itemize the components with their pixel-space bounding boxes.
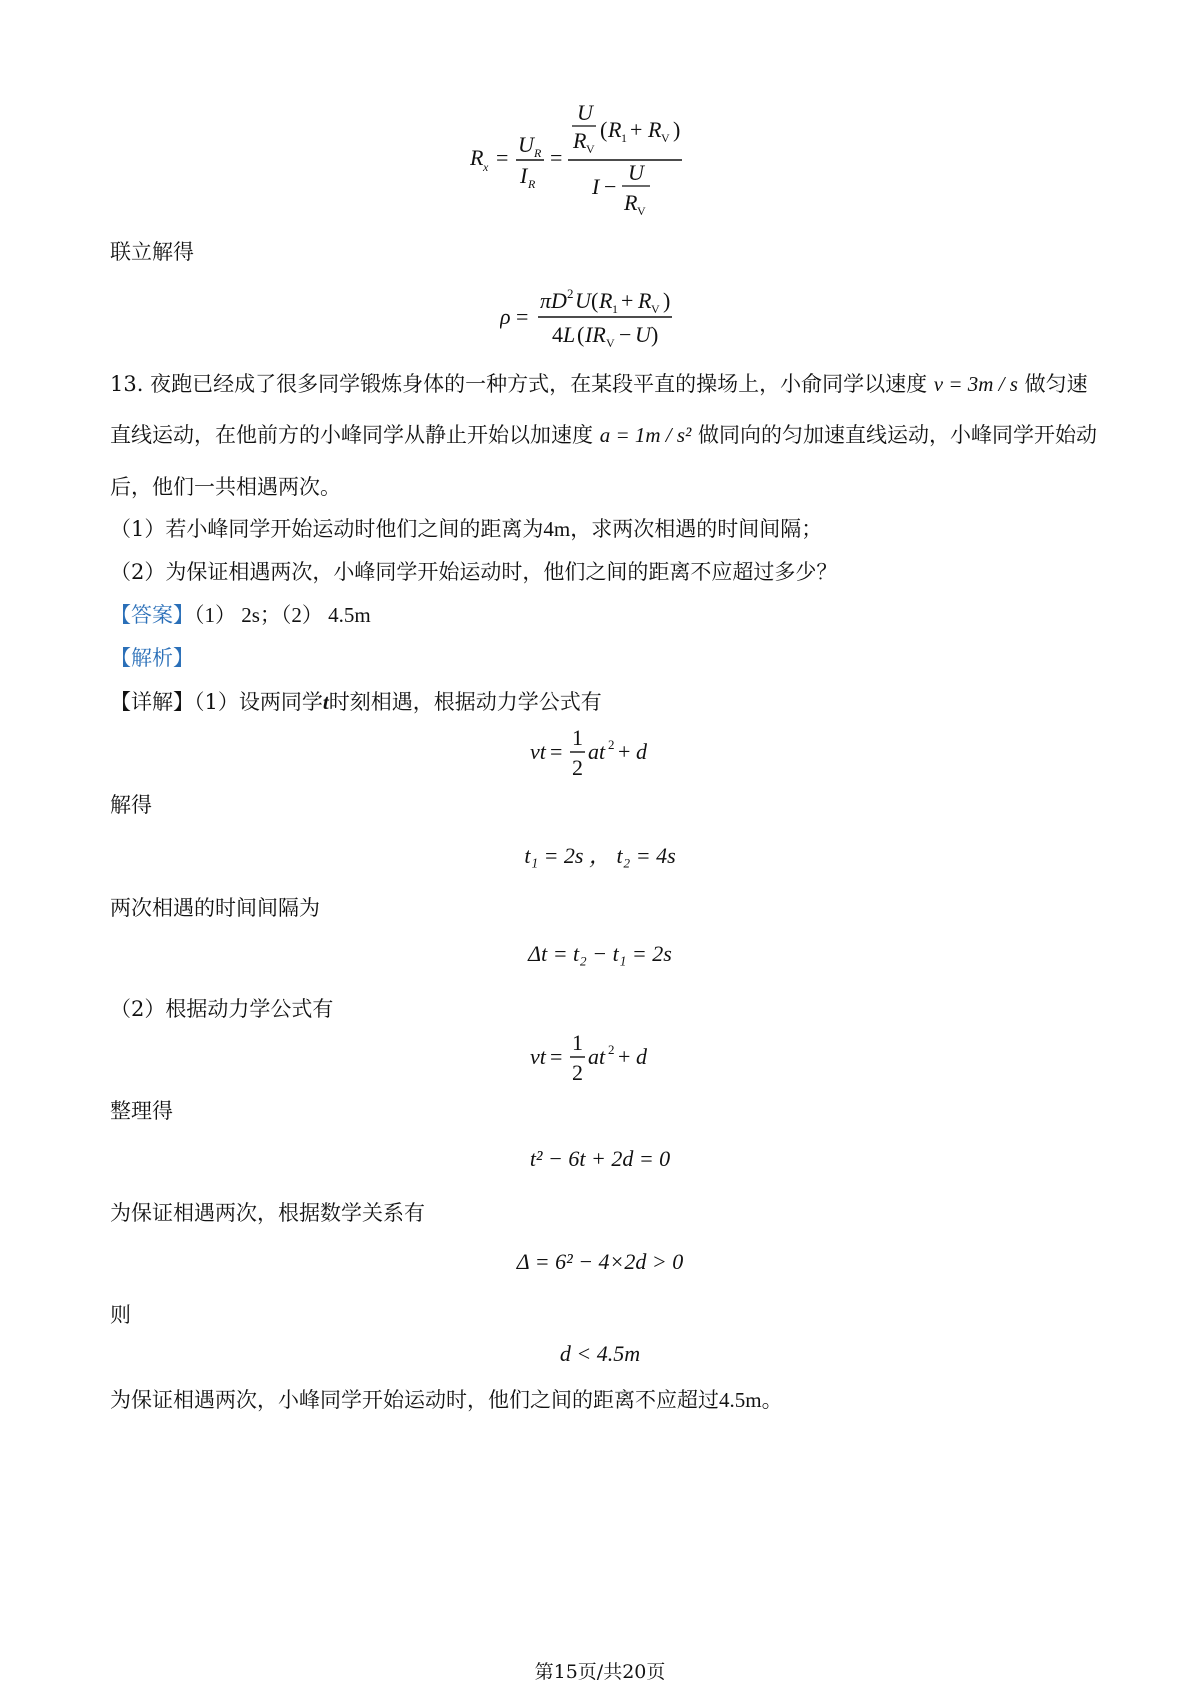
- answer-tag: 【答案】: [110, 603, 194, 627]
- svg-text:ρ: ρ: [500, 304, 511, 329]
- svg-text:2: 2: [608, 1042, 615, 1057]
- problem-13-line-2: [110, 420, 1097, 450]
- svg-text:2: 2: [572, 755, 583, 780]
- conclusion-end: 。: [761, 1388, 783, 1412]
- svg-text:d: d: [636, 739, 647, 764]
- svg-text:−: −: [619, 322, 632, 347]
- svg-text:R: R: [648, 117, 662, 142]
- svg-text:vt: vt: [530, 739, 546, 764]
- answer-line: [110, 600, 371, 630]
- rho-formula-svg: [500, 282, 700, 352]
- svg-text:R: R: [528, 177, 536, 191]
- detail-tag: 【详解】: [110, 690, 194, 714]
- question-1-text-end: ，求两次相遇的时间间隔；: [570, 517, 823, 541]
- svg-text:+: +: [621, 288, 634, 313]
- svg-text:R: R: [638, 288, 652, 313]
- detail-line: [110, 687, 602, 717]
- svg-text:U: U: [628, 160, 644, 185]
- resistance-equation: [0, 100, 1200, 220]
- svg-text:at: at: [588, 1044, 606, 1069]
- question-1-text: （1）若小峰同学开始运动时他们之间的距离为: [110, 517, 544, 541]
- svg-text:U: U: [635, 322, 651, 347]
- svg-text:R: R: [608, 117, 622, 142]
- svg-text:IR: IR: [585, 322, 606, 347]
- svg-text:−: −: [604, 174, 617, 199]
- interval-line: 两次相遇的时间间隔为: [110, 896, 320, 920]
- t-solution-equation: t₁ = 2s ， t₂ = 4s: [524, 843, 676, 868]
- svg-text:R: R: [534, 146, 542, 160]
- problem-13-text-2: 直线运动，在他前方的小峰同学从静止开始以加速度: [110, 423, 593, 447]
- then-line: 则: [110, 1303, 131, 1327]
- svg-text:1: 1: [621, 131, 627, 145]
- svg-text:=: =: [550, 145, 563, 170]
- svg-text:U: U: [575, 288, 591, 313]
- svg-text:2: 2: [608, 737, 615, 752]
- svg-text:V: V: [661, 131, 670, 145]
- svg-text:x: x: [483, 160, 489, 174]
- problem-13-text-1b: 做匀速: [1024, 372, 1088, 396]
- svg-text:U: U: [518, 132, 534, 157]
- velocity-value: v = 3m / s: [933, 372, 1018, 396]
- quadratic-equation: t² − 6t + 2d = 0: [529, 1146, 671, 1171]
- svg-text:1: 1: [572, 727, 583, 750]
- svg-text:U: U: [577, 100, 593, 125]
- resistance-formula-svg: [470, 100, 730, 220]
- svg-text:(: (: [591, 288, 599, 313]
- text-line-combine: 联立解得: [110, 240, 194, 264]
- arrange-line: 整理得: [110, 1099, 173, 1123]
- svg-text:πD: πD: [540, 288, 567, 313]
- svg-text:1: 1: [572, 1032, 583, 1055]
- conclusion-line: [110, 1385, 783, 1415]
- delta-t-equation: Δt = t₂ − t₁ = 2s: [528, 941, 672, 966]
- kinematics-formula-2-svg: [530, 1032, 670, 1087]
- analysis-line: [110, 643, 194, 673]
- svg-text:V: V: [637, 204, 646, 218]
- svg-text:=: =: [516, 304, 529, 329]
- problem-13-text-1: 13. 夜跑已经成了很多同学锻炼身体的一种方式，在某段平直的操场上，小俞同学以速度: [110, 372, 928, 396]
- question-2: （2）为保证相遇两次，小峰同学开始运动时，他们之间的距离不应超过多少？: [110, 560, 838, 584]
- svg-text:4: 4: [552, 322, 563, 347]
- problem-13-line-3: 后，他们一共相遇两次。: [110, 475, 341, 499]
- svg-text:I: I: [592, 174, 600, 199]
- svg-text:2: 2: [567, 286, 574, 301]
- answer-text: （1） 2s；（2） 4.5m: [194, 603, 371, 627]
- svg-text:vt: vt: [530, 1044, 546, 1069]
- svg-text:at: at: [588, 739, 606, 764]
- acceleration-value: a = 1m / s²: [599, 423, 692, 447]
- svg-text:=: =: [550, 1044, 563, 1069]
- svg-text:=: =: [550, 739, 563, 764]
- problem-13-text-2b: 做同向的匀加速直线运动，小峰同学开始动: [698, 423, 1098, 447]
- svg-text:I: I: [520, 163, 528, 188]
- page-footer: 第15页/共20页: [534, 1661, 666, 1683]
- svg-text:2: 2: [572, 1060, 583, 1085]
- svg-text:): ): [663, 288, 671, 313]
- problem-13-line-1: [110, 369, 1088, 399]
- kinematics-equation-2: [0, 1032, 1200, 1087]
- svg-text:(: (: [577, 322, 585, 347]
- conclusion-value: 4.5m: [719, 1388, 762, 1412]
- svg-text:R: R: [470, 145, 484, 170]
- svg-text:+: +: [630, 117, 643, 142]
- svg-text:1: 1: [612, 302, 618, 316]
- d-result-equation: d < 4.5m: [559, 1341, 641, 1366]
- svg-text:L: L: [563, 322, 576, 347]
- svg-text:=: =: [496, 145, 509, 170]
- svg-text:V: V: [651, 302, 660, 316]
- rho-equation: [0, 282, 1200, 352]
- svg-text:(: (: [600, 117, 608, 142]
- svg-text:+: +: [618, 1044, 631, 1069]
- detail-t-symbol: t: [322, 690, 329, 714]
- question-1: [110, 514, 822, 544]
- ensure-line: 为保证相遇两次，根据数学关系有: [110, 1201, 425, 1225]
- svg-text:R: R: [599, 288, 613, 313]
- detail-text: （1）设两同学: [194, 690, 323, 714]
- kinematics-formula-1-svg: [530, 727, 670, 782]
- question-1-distance: 4m: [543, 517, 571, 541]
- svg-text:V: V: [606, 336, 615, 350]
- svg-text:R: R: [573, 128, 587, 153]
- svg-text:): ): [651, 322, 659, 347]
- svg-text:+: +: [618, 739, 631, 764]
- svg-text:V: V: [586, 142, 595, 156]
- svg-text:R: R: [624, 190, 638, 215]
- kinematics-equation-1: [0, 727, 1200, 782]
- detail-text-2: 时刻相遇，根据动力学公式有: [328, 690, 602, 714]
- discriminant-equation: Δ = 6² − 4×2d > 0: [516, 1249, 684, 1274]
- solve-line: 解得: [110, 793, 152, 817]
- analysis-tag: 【解析】: [110, 646, 194, 670]
- svg-text:): ): [673, 117, 681, 142]
- svg-text:d: d: [636, 1044, 647, 1069]
- part-2-line: （2）根据动力学公式有: [110, 997, 334, 1021]
- conclusion-text: 为保证相遇两次，小峰同学开始运动时，他们之间的距离不应超过: [110, 1388, 719, 1412]
